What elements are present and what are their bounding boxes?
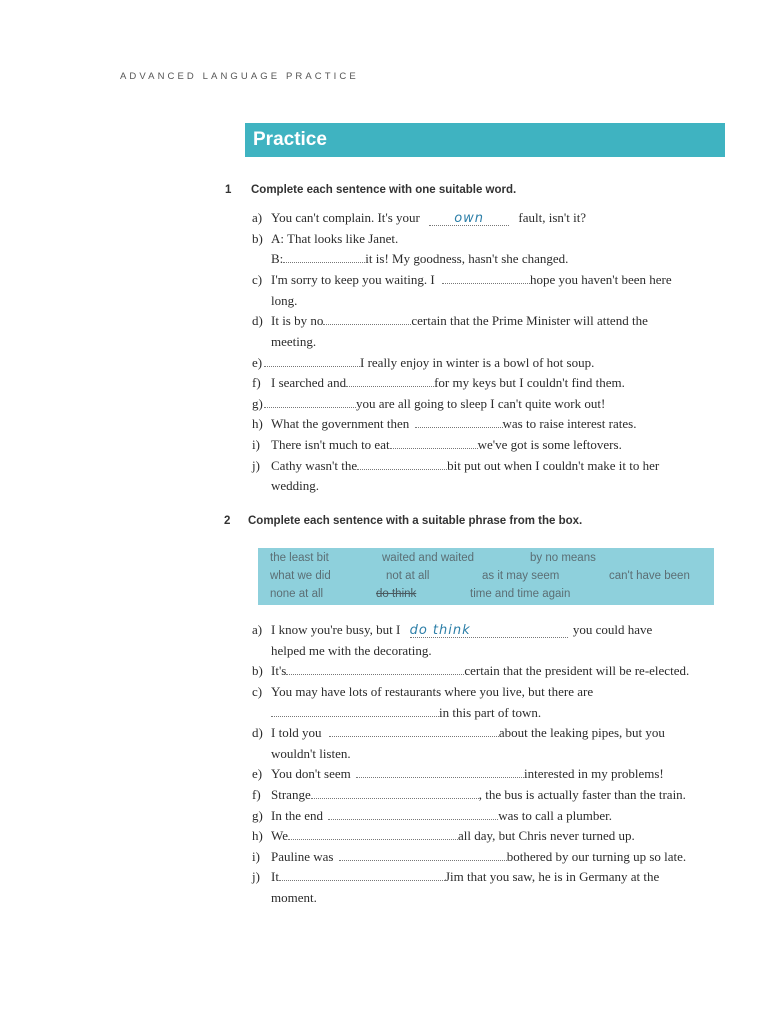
item-text: You can't complain. It's your — [271, 210, 420, 225]
answer-blank[interactable] — [279, 869, 445, 881]
ex1-item-a — [252, 210, 586, 226]
answer-blank[interactable] — [283, 251, 365, 263]
item-text: for my keys but I couldn't find them. — [434, 375, 625, 390]
ex2-item-a — [252, 622, 652, 638]
phrase-box — [258, 548, 714, 605]
answer-blank[interactable] — [323, 313, 411, 325]
item-text: wouldn't listen. — [271, 746, 351, 761]
ex2-item-j-cont — [271, 890, 317, 905]
item-label: b) — [252, 231, 263, 246]
item-text: B: — [271, 251, 284, 266]
phrase-item: what we did — [270, 570, 331, 582]
ex1-item-c-cont — [271, 293, 297, 308]
answer-blank[interactable] — [311, 787, 479, 799]
item-label: f) — [252, 375, 261, 390]
item-text: Jim that you saw, he is in Germany at the — [444, 869, 660, 884]
item-text: It — [271, 869, 279, 884]
running-head: ADVANCED LANGUAGE PRACTICE — [120, 71, 359, 82]
answer-blank[interactable] — [357, 458, 447, 470]
instruction-text: Complete each sentence with one suitable word. — [251, 184, 517, 196]
answer-blank[interactable] — [442, 272, 530, 284]
banner-title: Practice — [253, 129, 327, 150]
item-text: we've got is some leftovers. — [477, 437, 622, 452]
answer-blank[interactable] — [286, 663, 464, 675]
item-text: certain that the Prime Minister will attend the — [411, 313, 648, 328]
item-text: meeting. — [271, 334, 317, 349]
item-text: interested in my problems! — [524, 766, 664, 781]
ex1-item-i — [252, 437, 622, 452]
item-text: I'm sorry to keep you waiting. I — [271, 272, 435, 287]
item-text: You may have lots of restaurants where you live, but there are — [271, 684, 594, 699]
answer-blank[interactable] — [339, 849, 507, 861]
ex1-item-d — [252, 313, 648, 328]
ex2-item-b — [252, 663, 689, 678]
ex2-item-g — [252, 808, 612, 823]
answer-blank[interactable] — [264, 355, 360, 367]
item-label: h) — [252, 828, 263, 843]
item-text: all day, but Chris never turned up. — [458, 828, 635, 843]
phrase-item: the least bit — [270, 552, 329, 564]
item-text: fault, isn't it? — [518, 210, 587, 225]
item-text: bit put out when I couldn't make it to her — [447, 458, 660, 473]
item-text: wedding. — [271, 478, 320, 493]
item-label: g) — [252, 396, 263, 411]
ex1-item-j — [252, 458, 659, 473]
item-text: moment. — [271, 890, 317, 905]
ex2-item-f — [252, 787, 686, 802]
item-label: j) — [252, 458, 260, 473]
item-text: was to raise interest rates. — [502, 416, 637, 431]
item-text: was to call a plumber. — [498, 808, 612, 823]
ex1-item-d-cont — [271, 334, 316, 349]
item-text: helped me with the decorating. — [271, 643, 432, 658]
answer-blank[interactable] — [271, 705, 439, 717]
ex2-item-i — [252, 849, 686, 864]
answer-blank[interactable] — [390, 437, 478, 449]
item-label: h) — [252, 416, 263, 431]
item-text: It's — [271, 663, 287, 678]
item-text: it is! My goodness, hasn't she changed. — [365, 251, 569, 266]
ex2-item-d — [252, 725, 665, 740]
handwritten-answer[interactable]: own — [429, 213, 509, 226]
item-text: in this part of town. — [439, 705, 542, 720]
answer-blank[interactable] — [415, 416, 503, 428]
ex2-item-e — [252, 766, 664, 781]
item-label: d) — [252, 725, 263, 740]
item-label: f) — [252, 787, 261, 802]
ex1-item-c — [252, 272, 672, 287]
item-label: j) — [252, 869, 260, 884]
item-label: e) — [252, 766, 263, 781]
item-text: I searched and — [271, 375, 347, 390]
item-text: , the bus is actually faster than the train. — [478, 787, 686, 802]
item-text: certain that the president will be re-elected. — [464, 663, 690, 678]
practice-banner — [245, 123, 725, 157]
item-text: A: That looks like Janet. — [271, 231, 399, 246]
item-text: There isn't much to eat — [271, 437, 390, 452]
item-text: you are all going to sleep I can't quite work out! — [356, 396, 606, 411]
ex1-item-b-cont — [271, 251, 568, 266]
answer-blank[interactable] — [329, 725, 499, 737]
item-label: i) — [252, 849, 260, 864]
item-text: I know you're busy, but I — [271, 622, 401, 637]
answer-blank[interactable] — [346, 375, 434, 387]
item-label: e) — [252, 355, 263, 370]
answer-blank[interactable] — [356, 766, 524, 778]
answer-blank[interactable] — [264, 396, 356, 408]
phrase-item: none at all — [270, 588, 324, 600]
item-label: c) — [252, 684, 263, 699]
ex1-item-h — [252, 416, 636, 431]
phrase-item: by no means — [530, 552, 596, 564]
phrase-item: can't have been — [609, 570, 690, 582]
item-text: you could have — [572, 622, 653, 637]
instruction-text: Complete each sentence with a suitable phrase from the box. — [248, 515, 583, 527]
phrase-item: time and time again — [470, 588, 571, 600]
phrase-item: as it may seem — [482, 570, 560, 582]
ex1-item-e — [252, 355, 594, 370]
ex2-item-c-cont — [271, 705, 541, 720]
item-text: In the end — [271, 808, 323, 823]
item-text: long. — [271, 293, 298, 308]
ex2-item-j — [252, 869, 659, 884]
ex2-item-a-cont — [271, 643, 432, 658]
phrase-item-used: do think — [376, 588, 417, 600]
item-text: Pauline was — [271, 849, 334, 864]
ex1-item-j-cont — [271, 478, 319, 493]
exercise-number: 2 — [224, 515, 231, 527]
item-label: a) — [252, 622, 263, 637]
item-text: I told you — [271, 725, 322, 740]
answer-blank[interactable] — [328, 808, 498, 820]
item-text: You don't seem — [271, 766, 351, 781]
item-text: Cathy wasn't the — [271, 458, 358, 473]
item-label: b) — [252, 663, 263, 678]
item-label: g) — [252, 808, 263, 823]
item-label: c) — [252, 272, 263, 287]
phrase-item: waited and waited — [382, 552, 475, 564]
exercise-number: 1 — [225, 184, 232, 196]
handwritten-answer[interactable]: do think — [410, 625, 568, 638]
item-text: bothered by our turning up so late. — [506, 849, 687, 864]
ex2-item-d-cont — [271, 746, 351, 761]
item-text: hope you haven't been here — [529, 272, 672, 287]
item-label: a) — [252, 210, 263, 225]
ex1-item-b — [252, 231, 398, 246]
item-label: i) — [252, 437, 260, 452]
item-text: Strange — [271, 787, 311, 802]
item-text: about the leaking pipes, but you — [498, 725, 665, 740]
item-text: We — [271, 828, 288, 843]
ex1-item-f — [252, 375, 625, 390]
ex2-item-h — [252, 828, 635, 843]
item-text: It is by no — [271, 313, 324, 328]
phrase-item: not at all — [386, 570, 430, 582]
answer-blank[interactable] — [288, 828, 458, 840]
item-label: d) — [252, 313, 263, 328]
ex1-item-g — [252, 396, 605, 411]
item-text: What the government then — [271, 416, 410, 431]
ex2-item-c — [252, 684, 593, 699]
item-text: I really enjoy in winter is a bowl of hot soup. — [360, 355, 595, 370]
